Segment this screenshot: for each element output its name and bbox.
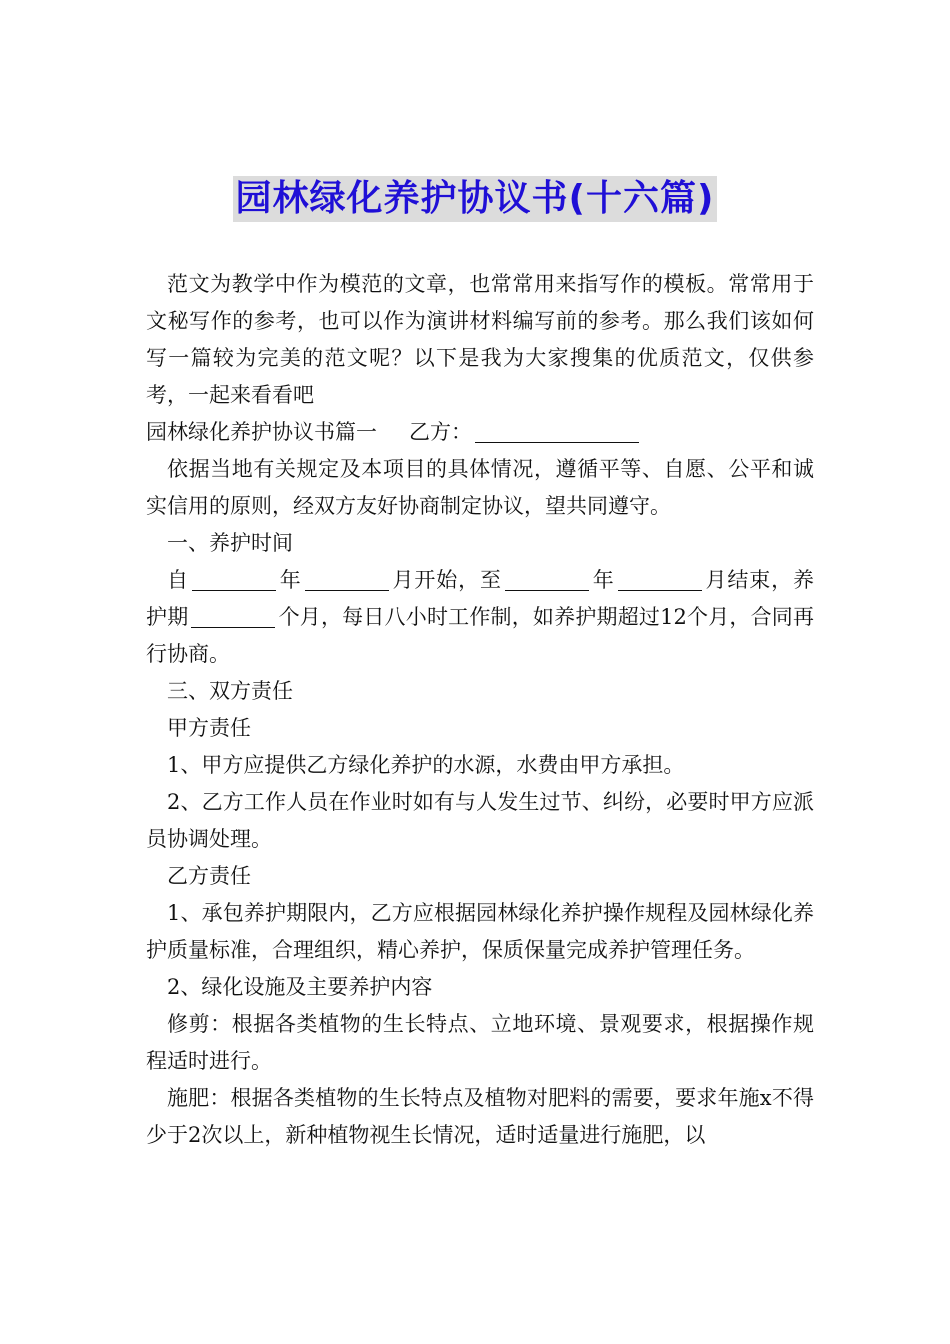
section-heading-line (146, 414, 814, 451)
section-heading: 园林绿化养护协议书篇一 (146, 420, 377, 444)
party-b-heading: 乙方责任 (167, 864, 251, 888)
party-a-heading: 甲方责任 (167, 716, 251, 740)
title-wrap (0, 176, 950, 222)
party-b-label: 乙方： (409, 420, 472, 444)
preamble-paragraph: 依据当地有关规定及本项目的具体情况，遵循平等、自愿、公平和诚实信用的原则，经双方友好协商制定协议，望共同遵守。 (146, 457, 814, 518)
period-rest: 个月，每日八小时工作制，如养护期超过12个月，合同再行协商。 (146, 605, 814, 666)
document-title: 园林绿化养护协议书(十六篇) (233, 176, 718, 222)
start-year-blank (192, 568, 276, 591)
period-month-start: 月开始，至 (391, 568, 502, 592)
party-a-item: 1、甲方应提供乙方绿化养护的水源，水费由甲方承担。 (167, 753, 685, 777)
months-blank (191, 605, 275, 628)
pruning-paragraph: 修剪：根据各类植物的生长特点、立地环境、景观要求，根据操作规程适时进行。 (146, 1012, 814, 1073)
period-paragraph (146, 562, 814, 673)
end-year-blank (505, 568, 589, 591)
party-b-item: 2、绿化设施及主要养护内容 (167, 975, 433, 999)
end-month-blank (618, 568, 702, 591)
party-b-blank (475, 420, 639, 443)
fertilizing-paragraph: 施肥：根据各类植物的生长特点及植物对肥料的需要，要求年施x不得少于2次以上，新种植物视生长情况，适时适量进行施肥，以 (146, 1086, 814, 1147)
clause3-heading: 三、双方责任 (167, 679, 293, 703)
party-a-item: 2、乙方工作人员在作业时如有与人发生过节、纠纷，必要时甲方应派员协调处理。 (146, 790, 814, 851)
period-month-end: 月结束， (704, 568, 793, 592)
period-label: 养护期 (146, 568, 814, 629)
period-year: 年 (278, 568, 302, 592)
period-from: 自 (167, 568, 189, 592)
clause1-heading: 一、养护时间 (167, 531, 293, 555)
intro-paragraph: 范文为教学中作为模范的文章，也常常用来指写作的模板。常常用于文秘写作的参考，也可以作为演讲材料编写前的参考。那么我们该如何写一篇较为完美的范文呢？以下是我为大家搜集的优质范文，仅供参考，一起来看看吧 (146, 272, 814, 407)
start-month-blank (305, 568, 389, 591)
party-b-item: 1、承包养护期限内，乙方应根据园林绿化养护操作规程及园林绿化养护质量标准，合理组织，精心养护，保质保量完成养护管理任务。 (146, 901, 814, 962)
period-year-2: 年 (591, 568, 615, 592)
document-body (146, 266, 814, 1154)
